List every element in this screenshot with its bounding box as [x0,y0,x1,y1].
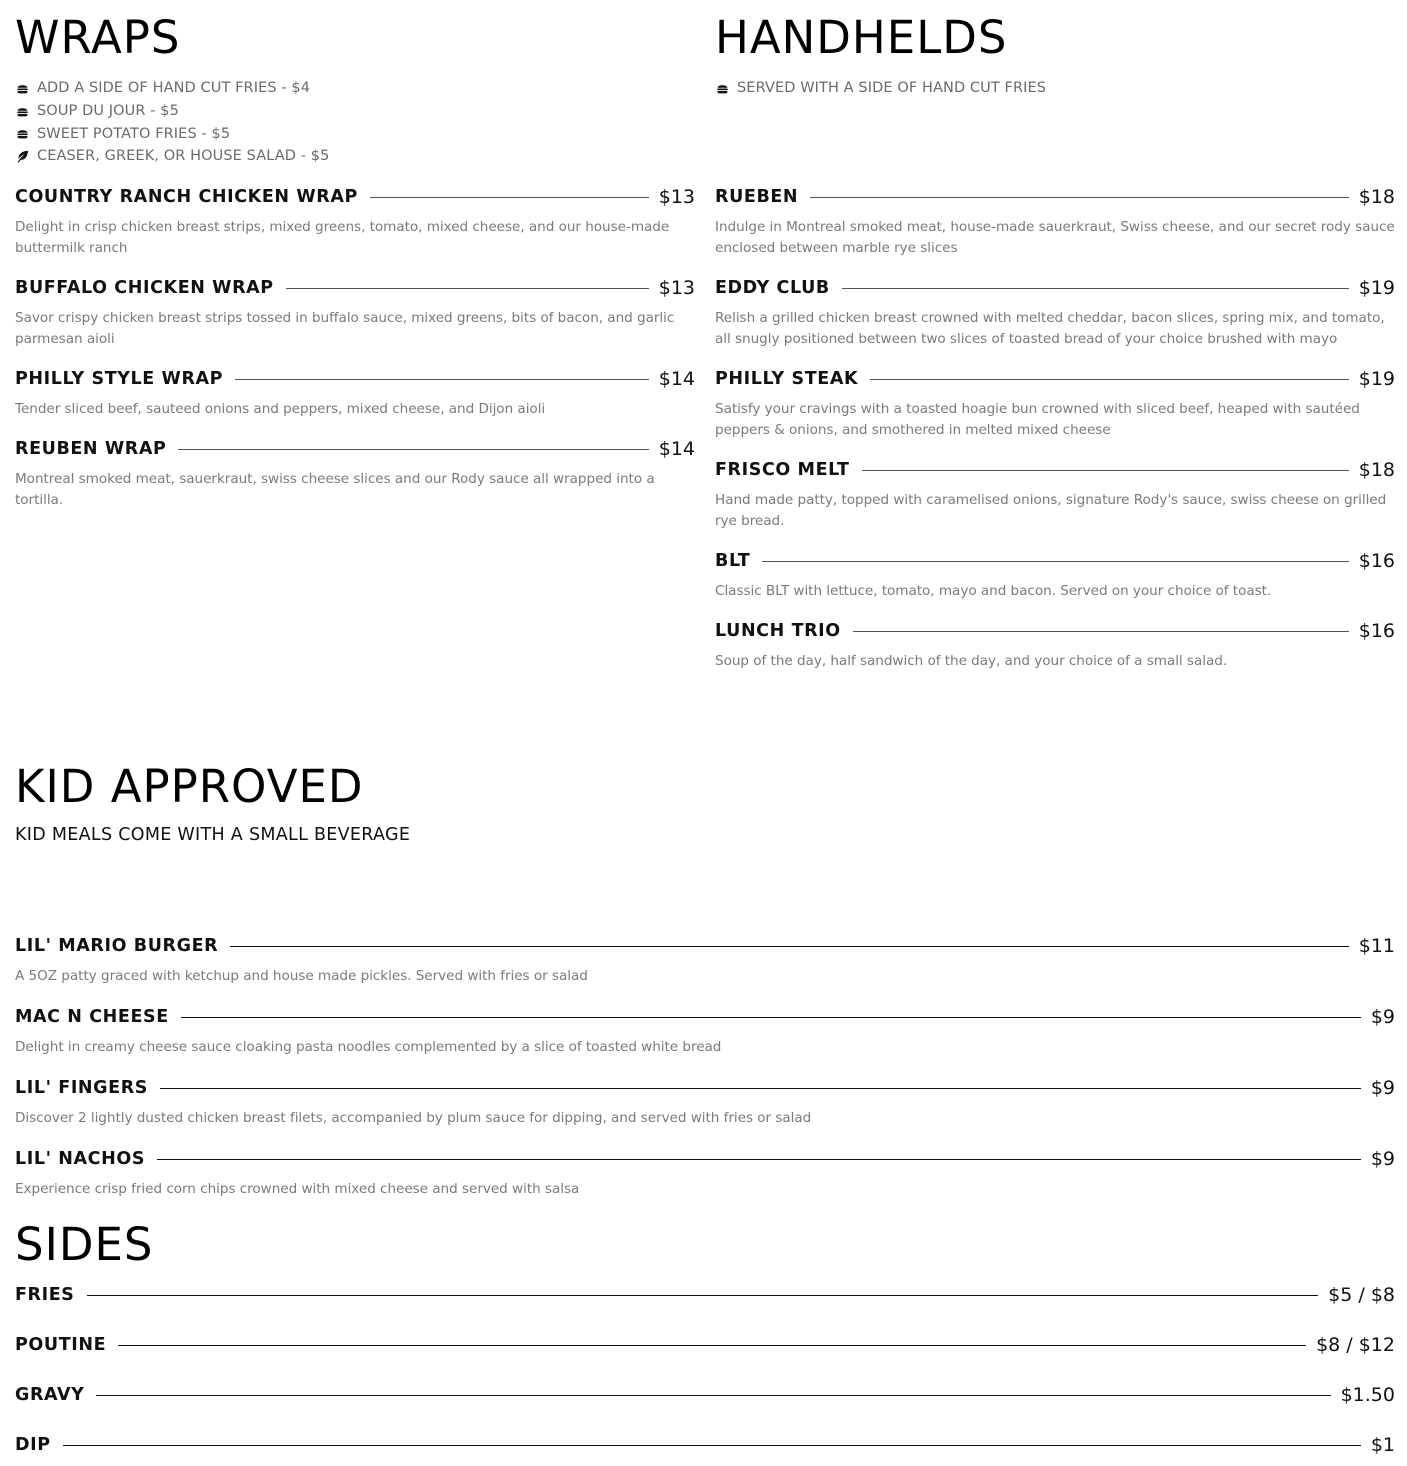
menu-item [15,276,695,367]
item-name: COUNTRY RANCH CHICKEN WRAP [15,187,358,207]
item-name: PHILLY STYLE WRAP [15,369,224,389]
item-price: $8 / $12 [1316,1334,1395,1356]
item-description: Hand made patty, topped with caramelised onions, signature Rody's sauce, swiss cheese on grilled rye bread. [715,492,1387,529]
item-description: Relish a grilled chicken breast crowned with melted cheddar, bacon slices, spring mix, and tomato, all snugly positioned between two slices of toasted bread of your choice brushed with mayo [715,310,1385,347]
menu-item [15,1076,1395,1147]
menu-item [715,276,1395,367]
leader-line [862,470,1349,471]
leader-line [160,1088,1361,1089]
item-name: FRIES [15,1285,75,1305]
menu-item [715,549,1395,619]
item-price: $9 [1370,1006,1395,1028]
item-price: $19 [1358,368,1395,390]
leader-line [235,379,649,380]
wraps-note [15,77,329,100]
wraps-note-text: ADD A SIDE OF HAND CUT FRIES - $4 [37,80,311,97]
item-price: $1 [1370,1434,1395,1456]
leader-line [853,631,1349,632]
menu-item [715,619,1395,689]
sides-items [15,1283,1395,1466]
kid-items [15,934,1395,1218]
item-description: Soup of the day, half sandwich of the day, and your choice of a small salad. [715,653,1228,669]
item-price: $11 [1358,935,1395,957]
leader-line [181,1017,1361,1018]
menu-item [15,934,1395,1005]
item-price: $13 [658,277,695,299]
side-item [15,1283,1395,1333]
item-price: $14 [658,368,695,390]
wraps-title: WRAPS [15,11,181,64]
item-name: POUTINE [15,1335,107,1355]
side-item [15,1433,1395,1466]
item-price: $5 / $8 [1328,1284,1395,1306]
wraps-note [15,122,329,145]
item-name: RUEBEN [715,187,799,207]
item-price: $9 [1370,1077,1395,1099]
wraps-items [15,185,695,528]
handhelds-note [715,77,1046,100]
item-description: Discover 2 lightly dusted chicken breast filets, accompanied by plum sauce for dipping, and served with fries or salad [15,1110,812,1126]
menu-item [715,458,1395,549]
item-description: A 5OZ patty graced with ketchup and house made pickles. Served with fries or salad [15,968,588,984]
item-description: Satisfy your cravings with a toasted hoagie bun crowned with sliced beef, heaped with sautéed peppers & onions, and smothered in melted mixed cheese [715,401,1360,438]
item-description: Indulge in Montreal smoked meat, house-made sauerkraut, Swiss cheese, and our secret rody sauce enclosed between marble rye slices [715,219,1395,256]
item-price: $19 [1358,277,1395,299]
item-name: FRISCO MELT [715,460,850,480]
item-name: LIL' MARIO BURGER [15,936,219,956]
leaf-icon [15,149,29,163]
menu-item [715,185,1395,276]
menu-item [715,367,1395,458]
item-price: $18 [1358,459,1395,481]
leader-line [178,449,648,450]
burger-icon [715,81,729,95]
item-description: Experience crisp fried corn chips crowned with mixed cheese and served with salsa [15,1181,580,1197]
item-name: LIL' FINGERS [15,1078,148,1098]
item-description: Savor crispy chicken breast strips tossed in buffalo sauce, mixed greens, bits of bacon, and garlic parmesan aioli [15,310,675,347]
leader-line [842,288,1349,289]
leader-line [87,1295,1319,1296]
kid-approved-title: KID APPROVED [15,760,364,813]
item-name: PHILLY STEAK [715,369,859,389]
item-price: $9 [1370,1148,1395,1170]
leader-line [63,1445,1361,1446]
item-description: Classic BLT with lettuce, tomato, mayo and bacon. Served on your choice of toast. [715,583,1272,599]
leader-line [96,1395,1330,1396]
item-name: DIP [15,1435,51,1455]
wraps-notes [15,77,329,168]
item-price: $16 [1358,550,1395,572]
item-description: Tender sliced beef, sauteed onions and peppers, mixed cheese, and Dijon aioli [15,401,546,417]
item-name: EDDY CLUB [715,278,830,298]
burger-icon [15,104,29,118]
handhelds-note-text: SERVED WITH A SIDE OF HAND CUT FRIES [737,80,1047,97]
item-name: LUNCH TRIO [715,621,841,641]
leader-line [810,197,1349,198]
wraps-note-text: SWEET POTATO FRIES - $5 [37,125,231,142]
leader-line [157,1159,1361,1160]
item-price: $14 [658,438,695,460]
burger-icon [15,127,29,141]
menu-item [15,1005,1395,1076]
sides-title: SIDES [15,1218,154,1271]
kid-approved-subtitle: KID MEALS COME WITH A SMALL BEVERAGE [15,825,411,845]
item-price: $18 [1358,186,1395,208]
wraps-note [15,145,329,168]
item-name: MAC N CHEESE [15,1007,169,1027]
item-description: Delight in creamy cheese sauce cloaking pasta noodles complemented by a slice of toasted white bread [15,1039,722,1055]
wraps-note-text: SOUP DU JOUR - $5 [37,103,179,120]
item-name: BUFFALO CHICKEN WRAP [15,278,274,298]
item-description: Montreal smoked meat, sauerkraut, swiss cheese slices and our Rody sauce all wrapped into a tortilla. [15,471,655,508]
leader-line [118,1345,1306,1346]
side-item [15,1383,1395,1433]
handhelds-title: HANDHELDS [715,11,1008,64]
handhelds-notes [715,77,1046,100]
item-name: GRAVY [15,1385,85,1405]
leader-line [230,946,1349,947]
menu-item [15,367,695,437]
burger-icon [15,81,29,95]
menu-item [15,437,695,528]
menu-item [15,185,695,276]
menu-item [15,1147,1395,1218]
item-name: REUBEN WRAP [15,439,167,459]
wraps-note [15,100,329,123]
leader-line [370,197,649,198]
item-name: BLT [715,551,751,571]
item-description: Delight in crisp chicken breast strips, mixed greens, tomato, mixed cheese, and our house-made buttermilk ranch [15,219,670,256]
item-price: $13 [658,186,695,208]
item-price: $16 [1358,620,1395,642]
leader-line [286,288,649,289]
leader-line [870,379,1349,380]
item-price: $1.50 [1340,1384,1395,1406]
handhelds-items [715,185,1395,689]
side-item [15,1333,1395,1383]
leader-line [762,561,1348,562]
wraps-note-text: CEASER, GREEK, OR HOUSE SALAD - $5 [37,148,330,165]
item-name: LIL' NACHOS [15,1149,146,1169]
